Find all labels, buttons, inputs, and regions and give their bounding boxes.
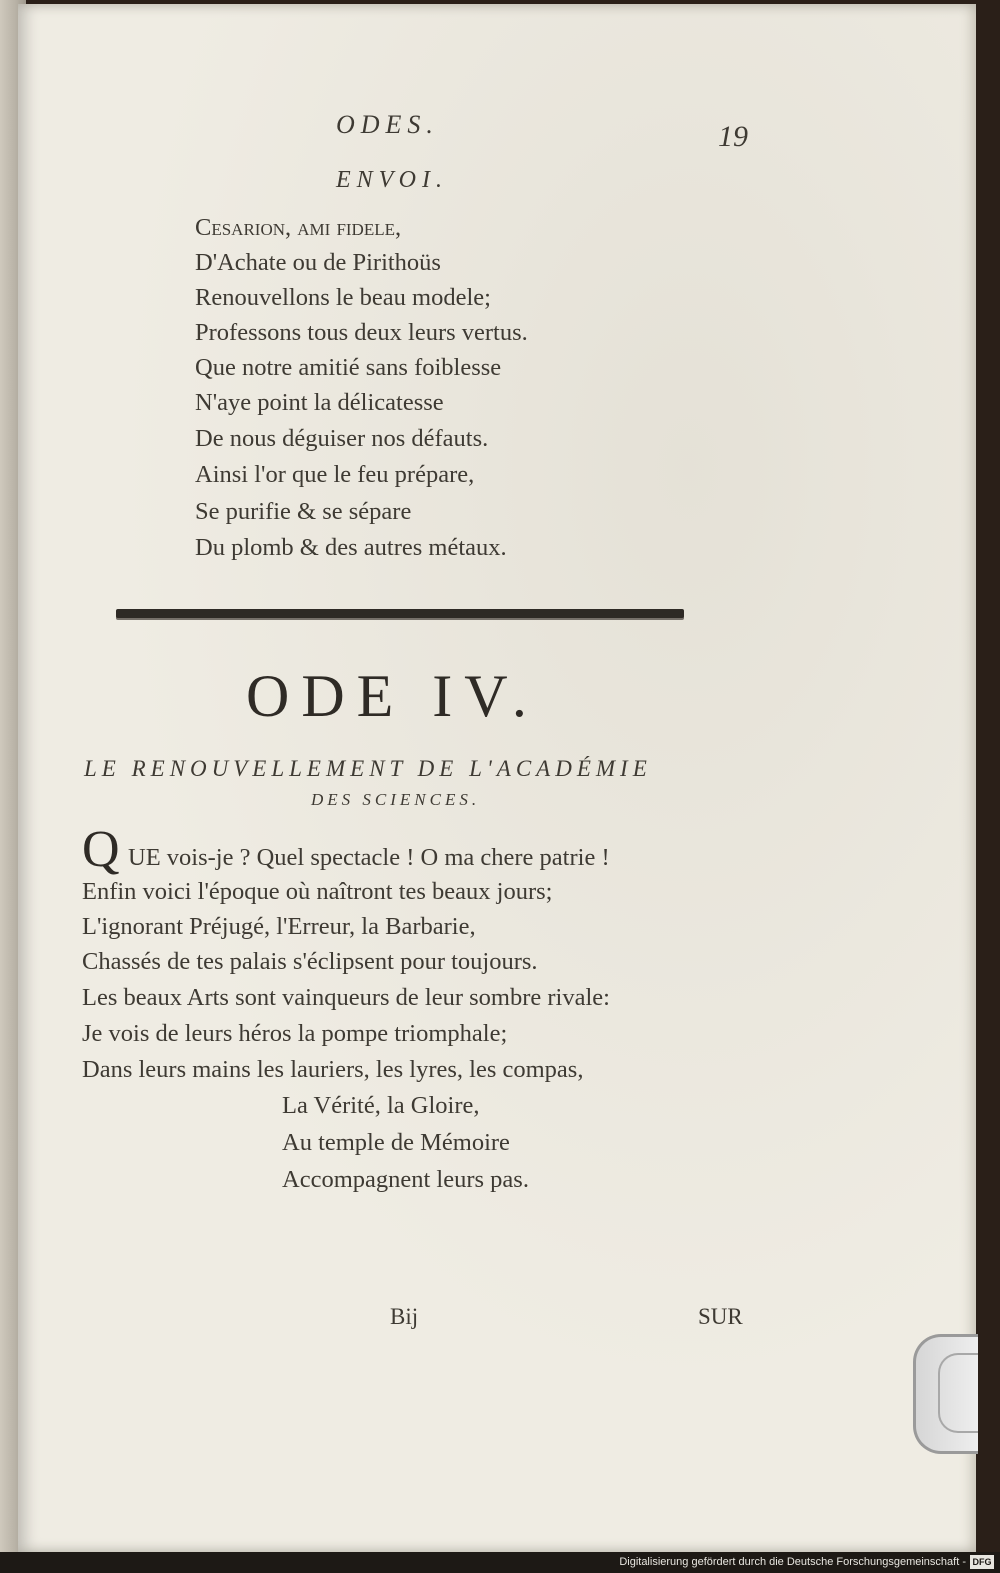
envoi-line: Que notre amitié sans foiblesse bbox=[195, 354, 502, 381]
envoi-line: Du plomb & des autres métaux. bbox=[195, 534, 507, 561]
ode-indented-line: La Vérité, la Gloire, bbox=[282, 1092, 480, 1119]
envoi-line: D'Achate ou de Pirithoüs bbox=[195, 249, 441, 276]
ode-indented-line: Accompagnent leurs pas. bbox=[282, 1166, 529, 1193]
ode-indented-line: Au temple de Mémoire bbox=[282, 1129, 510, 1156]
envoi-line: Cesarion, ami fidele, bbox=[195, 214, 402, 241]
catchword: SUR bbox=[698, 1304, 743, 1329]
section-rule bbox=[116, 609, 684, 618]
envoi-line: Se purifie & se sépare bbox=[195, 498, 412, 525]
envoi-line: De nous déguiser nos défauts. bbox=[195, 425, 489, 452]
ode-line: Enfin voici l'époque où naîtront tes beaux jours; bbox=[82, 878, 553, 905]
envoi-heading: ENVOI. bbox=[336, 167, 448, 193]
envoi-line: N'aye point la délicatesse bbox=[195, 389, 444, 416]
envoi-line: Professons tous deux leurs vertus. bbox=[195, 319, 528, 346]
ode-first-line: UE vois-je ? Quel spectacle ! O ma chere patrie ! bbox=[128, 844, 610, 871]
envoi-line: Ainsi l'or que le feu prépare, bbox=[195, 461, 475, 488]
signature-mark: Bij bbox=[390, 1304, 419, 1329]
digitization-notice: Digitalisierung gefördert durch die Deutsche Forschungsgemeinschaft - bbox=[619, 1556, 966, 1568]
ode-subtitle: LE RENOUVELLEMENT DE L'ACADÉMIE bbox=[84, 756, 652, 781]
drop-cap: Q bbox=[82, 821, 120, 878]
ode-line: Les beaux Arts sont vainqueurs de leur sombre rivale: bbox=[82, 984, 610, 1011]
envoi-line: Renouvellons le beau modele; bbox=[195, 284, 491, 311]
dfg-logo: DFG bbox=[970, 1555, 994, 1569]
ode-subtitle-second-line: DES SCIENCES. bbox=[311, 790, 481, 809]
page-number: 19 bbox=[718, 120, 748, 153]
ode-line: Dans leurs mains les lauriers, les lyres, les compas, bbox=[82, 1056, 584, 1083]
digitization-banner bbox=[0, 1552, 1000, 1573]
ode-line: Je vois de leurs héros la pompe triomphale; bbox=[82, 1020, 508, 1047]
ode-line: Chassés de tes palais s'éclipsent pour toujours. bbox=[82, 948, 538, 975]
ode-line: L'ignorant Préjugé, l'Erreur, la Barbarie, bbox=[82, 913, 476, 940]
ode-title: ODE IV. bbox=[246, 663, 539, 729]
running-head: ODES. bbox=[336, 110, 439, 139]
book-page bbox=[18, 4, 976, 1552]
paper-clip bbox=[913, 1334, 978, 1454]
